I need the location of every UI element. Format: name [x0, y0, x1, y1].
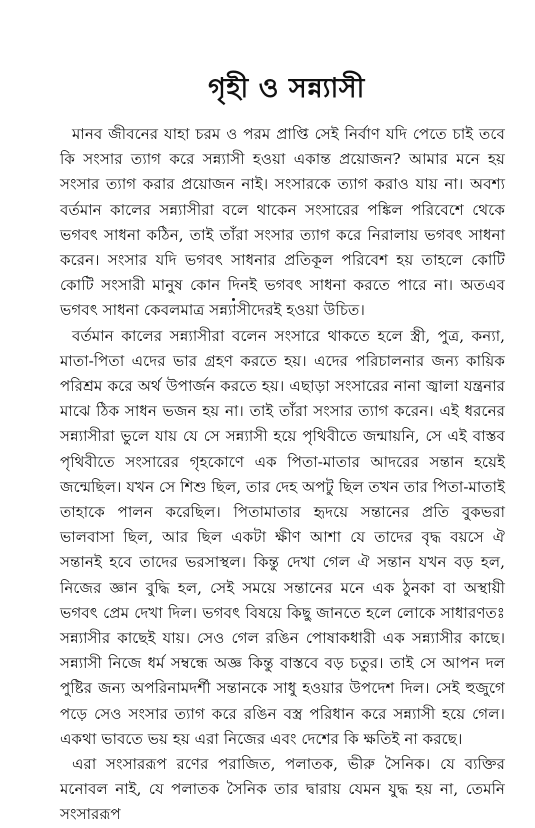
page-title: গৃহী ও সন্ন্যাসী: [208, 73, 365, 104]
stray-mark: [232, 298, 235, 301]
paragraph-1: মানব জীবনের যাহা চরম ও পরম প্রাপ্তি সেই নির্বাণ যদি পেতে চাই তবে কি সংসার ত্যাগ করে সন্ন্যাসী হওয়া একান্ত প্রয়োজন? আমার মনে হয় সংসার ত্যাগ করার প্রয়োজন নাই। সংসারকে ত্যাগ করাও যায় না। অবশ্য বর্তমান কালের সন্ন্যাসীরা বলে থাকেন সংসারের পঙ্কিল পরিবেশে থেকে ভগবৎ সাধনা কঠিন, তাই তাঁরা সংসার ত্যাগ করে নিরালায় ভগবৎ সাধনা করেন। সংসার যদি ভগবৎ সাধনার প্রতিকূল পরিবেশ হয় তাহলে কোটি কোটি সংসারী মানুষ কোন দিনই ভগবৎ সাধনা করতে পারে না। অতএব ভগবৎ সাধনা কেবলমাত্র সন্ন্যাসীদেরই হওয়া উচিত।: [60, 125, 505, 320]
paragraph-3: এরা সংসাররূপ রণের পরাজিত, পলাতক, ভীরু সৈনিক। যে ব্যক্তির মনোবল নাই, যে পলাতক সৈনিক তার দ্বারায় যেমন যুদ্ধ হয় না, তেমনি সংসাররূপ: [60, 755, 505, 824]
paragraph-2: বর্তমান কালের সন্ন্যাসীরা বলেন সংসারে থাকতে হলে স্ত্রী, পুত্র, কন্যা, মাতা-পিতা এদের ভার গ্রহণ করতে হয়। এদের পরিচালনার জন্য কায়িক পরিশ্রম করে অর্থ উপার্জন করতে হয়। এছাড়া সংসারের নানা জ্বালা যন্ত্রনার মাঝে ঠিক সাধন ভজন হয় না। তাই তাঁরা সংসার ত্যাগ করেন। এই ধরনের সন্ন্যাসীরা ভুলে যায় যে সে সন্ন্যাসী হয়ে পৃথিবীতে জন্মায়নি, সে এই বাস্তব পৃথিবীতে সংসারের গৃহকোণে এক পিতা-মাতার আদরের সন্তান হয়েই জন্মেছিল। যখন সে শিশু ছিল, তার দেহ অপটু ছিল তখন তার পিতা-মাতাই তাহাকে পালন করেছিল। পিতামাতার হৃদয়ে সন্তানের প্রতি বুকভরা ভালবাসা ছিল, আর ছিল একটা ক্ষীণ আশা যে তাদের বৃদ্ধ বয়সে ঐ সন্তানই হবে তাদের ভরসাস্থল। কিন্তু দেখা গেল ঐ সন্তান যখন বড় হল, নিজের জ্ঞান বুদ্ধি হল, সেই সময়ে সন্তানের মনে এক ঠুনকা বা অস্থায়ী ভগবৎ প্রেম দেখা দিল। ভগবৎ বিষয়ে কিছু জানতে হলে লোকে সাধারণতঃ সন্ন্যাসীর কাছেই যায়। সেও গেল রঙিন পোষাকধারী এক সন্ন্যাসীর কাছে। সন্ন্যাসী নিজে ধর্ম সম্বন্ধে অজ্ঞ কিন্তু বাস্তবে বড় চতুর। তাই সে আপন দল পুষ্টির জন্য অপরিনামদর্শী সন্তানকে সাধু হওয়ার উপদেশ দিল। সেই হুজুগে পড়ে সেও সংসার ত্যাগ করে রঙিন বস্ত্র পরিধান করে সন্ন্যাসী হয়ে গেল। একথা ভাবতে ভয় হয় এরা নিজের এবং দেশের কি ক্ষতিই না করছে।: [60, 326, 505, 748]
